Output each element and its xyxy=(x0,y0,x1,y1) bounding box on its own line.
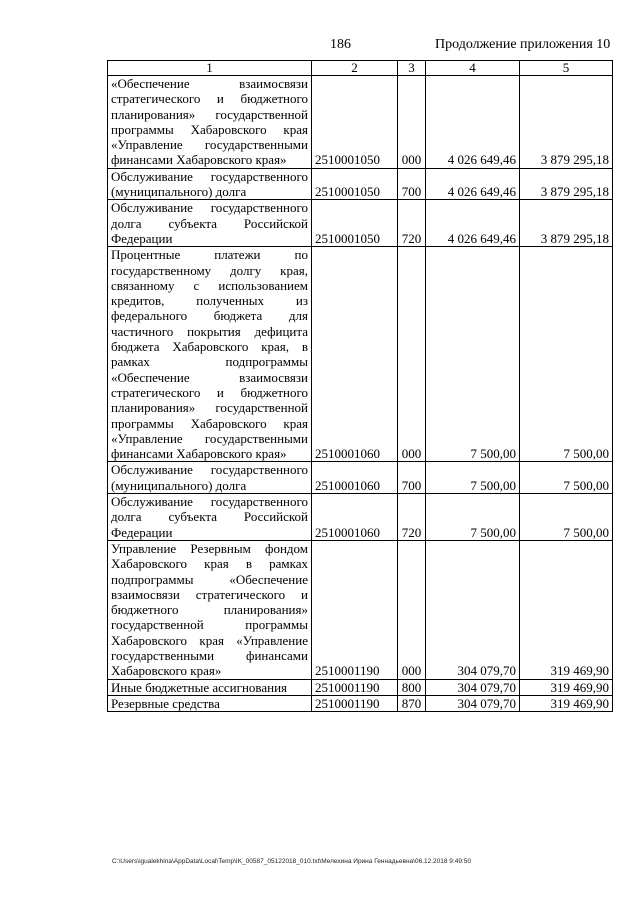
row-value-1: 7 500,00 xyxy=(426,494,520,541)
table-row xyxy=(108,462,613,494)
table-row xyxy=(108,540,613,679)
row-target-code: 2510001060 xyxy=(312,462,398,494)
row-expense-type: 000 xyxy=(398,540,426,679)
row-name: Управление Резервным фондом Хабаровского края в рамках подпрограммы «Обеспечение взаимосвязи стратегического и бюджетного планирования» государственной программы Хабаровского края «Управление государственными финансами Хабаровского края» xyxy=(108,540,312,679)
row-target-code: 2510001190 xyxy=(312,679,398,695)
row-target-code: 2510001190 xyxy=(312,540,398,679)
row-expense-type: 720 xyxy=(398,200,426,247)
row-value-2: 3 879 295,18 xyxy=(520,76,613,169)
row-name: Обслуживание государственного долга субъекта Российской Федерации xyxy=(108,494,312,541)
table-row xyxy=(108,247,613,462)
row-name: Обслуживание государственного долга субъекта Российской Федерации xyxy=(108,200,312,247)
row-value-2: 319 469,90 xyxy=(520,695,613,711)
column-header-3: 3 xyxy=(398,61,426,76)
row-value-2: 3 879 295,18 xyxy=(520,200,613,247)
table-row xyxy=(108,200,613,247)
row-value-1: 304 079,70 xyxy=(426,695,520,711)
row-value-1: 4 026 649,46 xyxy=(426,200,520,247)
row-value-2: 7 500,00 xyxy=(520,494,613,541)
footer-file-path: C:\Users\igualekhina\AppData\Local\Temp\IK_00587_05122018_010.txt\Мелехина Ирина Геннадьевна\06.12.2018 9:49:50 xyxy=(112,858,471,865)
row-value-1: 4 026 649,46 xyxy=(426,168,520,200)
column-header-5: 5 xyxy=(520,61,613,76)
table-header-row xyxy=(108,61,613,76)
row-value-1: 7 500,00 xyxy=(426,462,520,494)
table-row xyxy=(108,679,613,695)
row-name: «Обеспечение взаимосвязи стратегического и бюджетного планирования» государственной программы Хабаровского края «Управление государственными финансами Хабаровского края» xyxy=(108,76,312,169)
row-name: Резервные средства xyxy=(108,695,312,711)
row-value-1: 7 500,00 xyxy=(426,247,520,462)
row-value-1: 304 079,70 xyxy=(426,540,520,679)
table-row xyxy=(108,168,613,200)
row-value-2: 3 879 295,18 xyxy=(520,168,613,200)
row-expense-type: 700 xyxy=(398,462,426,494)
table-row xyxy=(108,76,613,169)
row-name: Процентные платежи по государственному долгу края, связанному с использованием кредитов, полученных из федерального бюджета для частичного покрытия дефицита бюджета Хабаровского края, в рамках подпрограммы «Обеспечение взаимосвязи стратегического и бюджетного планирования» государственной программы Хабаровского края «Управление государственными финансами Хабаровского края» xyxy=(108,247,312,462)
row-expense-type: 720 xyxy=(398,494,426,541)
row-value-2: 319 469,90 xyxy=(520,540,613,679)
row-target-code: 2510001060 xyxy=(312,494,398,541)
budget-table xyxy=(107,60,613,712)
row-value-2: 319 469,90 xyxy=(520,679,613,695)
row-name: Обслуживание государственного (муниципального) долга xyxy=(108,168,312,200)
page-number: 186 xyxy=(330,37,351,52)
row-target-code: 2510001050 xyxy=(312,168,398,200)
table-row xyxy=(108,494,613,541)
row-target-code: 2510001060 xyxy=(312,247,398,462)
row-name: Иные бюджетные ассигнования xyxy=(108,679,312,695)
row-expense-type: 000 xyxy=(398,247,426,462)
table-row xyxy=(108,695,613,711)
row-expense-type: 800 xyxy=(398,679,426,695)
row-expense-type: 000 xyxy=(398,76,426,169)
row-value-1: 304 079,70 xyxy=(426,679,520,695)
row-target-code: 2510001050 xyxy=(312,200,398,247)
row-target-code: 2510001050 xyxy=(312,76,398,169)
row-value-2: 7 500,00 xyxy=(520,247,613,462)
column-header-2: 2 xyxy=(312,61,398,76)
row-expense-type: 870 xyxy=(398,695,426,711)
row-target-code: 2510001190 xyxy=(312,695,398,711)
column-header-1: 1 xyxy=(108,61,312,76)
row-value-1: 4 026 649,46 xyxy=(426,76,520,169)
column-header-4: 4 xyxy=(426,61,520,76)
row-value-2: 7 500,00 xyxy=(520,462,613,494)
row-name: Обслуживание государственного (муниципального) долга xyxy=(108,462,312,494)
row-expense-type: 700 xyxy=(398,168,426,200)
appendix-continuation-note: Продолжение приложения 10 xyxy=(435,37,611,52)
